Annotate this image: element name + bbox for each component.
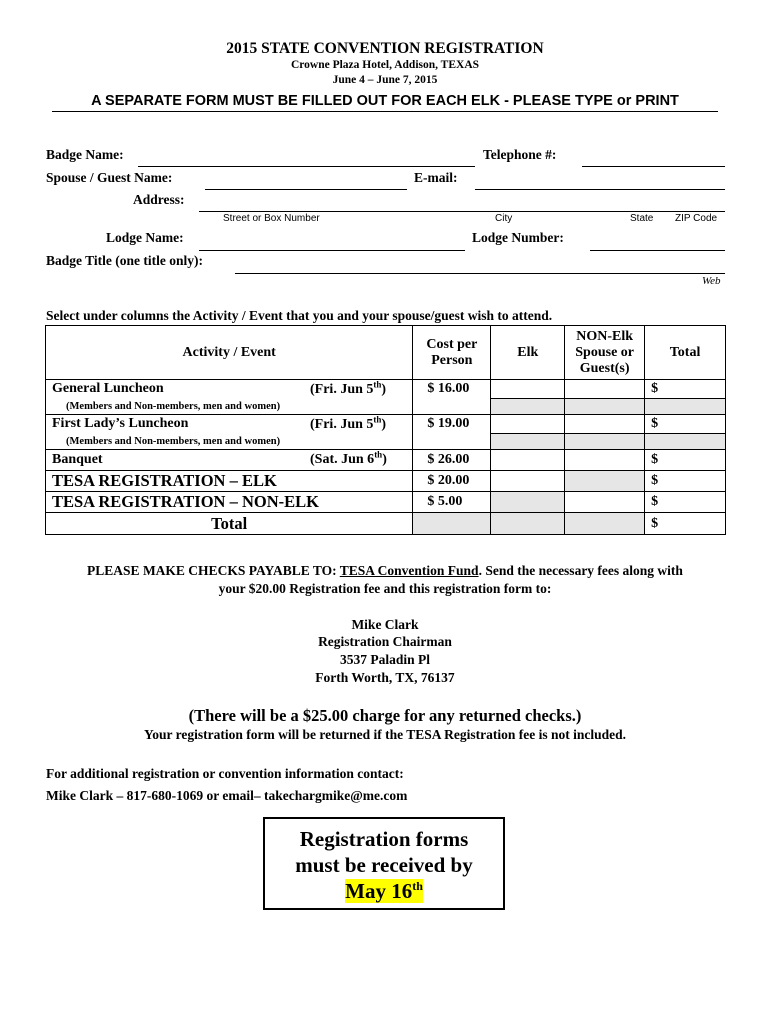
event-note: (Members and Non-members, men and women): [46, 434, 413, 450]
returned-check-notice: (There will be a $25.00 charge for any returned checks.): [188, 706, 582, 725]
table-row: [46, 380, 726, 399]
elk-checkbox[interactable]: [491, 471, 565, 492]
cost-spacer: [413, 399, 491, 415]
event-day: (Fri. Jun 5th): [310, 414, 387, 432]
elk-shaded: [491, 434, 565, 450]
spouse-guest-label: Spouse / Guest Name:: [46, 170, 173, 185]
table-row: [46, 471, 726, 492]
mail-street: 3537 Paladin Pl: [339, 652, 430, 667]
lodge-number-label: Lodge Number:: [472, 230, 564, 245]
elk-shaded: [491, 492, 565, 513]
badge-title-line: [235, 273, 725, 274]
nonelk-shaded: [565, 471, 645, 492]
table-header-row: [46, 326, 726, 380]
event-dates: June 4 – June 7, 2015: [332, 74, 438, 86]
nonelk-shaded: [565, 399, 645, 415]
mail-city: Forth Worth, TX, 76137: [315, 670, 455, 685]
deadline-date: May 16th: [345, 879, 423, 903]
cost-cell: $ 16.00: [413, 380, 491, 399]
elk-checkbox[interactable]: [491, 415, 565, 434]
web-label: Web: [702, 275, 721, 287]
elk-shaded: [491, 399, 565, 415]
cost-cell: $ 20.00: [413, 471, 491, 492]
lodge-number-line: [590, 250, 725, 251]
event-name: General Luncheon: [52, 381, 164, 397]
event-name: Banquet: [52, 452, 103, 467]
spouse-guest-field[interactable]: [207, 171, 405, 187]
lodge-name-line: [199, 250, 465, 251]
lodge-name-field[interactable]: [201, 232, 463, 248]
event-day: (Sat. Jun 6th): [310, 449, 387, 467]
email-label: E-mail:: [414, 170, 458, 185]
cost-cell: $ 5.00: [413, 492, 491, 513]
city-hint: City: [495, 213, 513, 224]
badge-name-label: Badge Name:: [46, 147, 124, 162]
deadline-line-2: must be received by: [295, 853, 473, 877]
separate-form-notice: A SEPARATE FORM MUST BE FILLED OUT FOR EACH ELK - PLEASE TYPE or PRINT: [91, 93, 679, 109]
total-label: Total: [46, 513, 413, 535]
telephone-field[interactable]: [584, 148, 723, 164]
nonelk-shaded: [565, 513, 645, 535]
header-elk: Elk: [491, 326, 565, 380]
total-row: [46, 513, 726, 535]
venue: Crowne Plaza Hotel, Addison, TEXAS: [290, 59, 480, 71]
event-cell: [46, 380, 413, 399]
deadline-box: [263, 817, 505, 910]
payment-line-1: PLEASE MAKE CHECKS PAYABLE TO: TESA Convention Fund. Send the necessary fees along with: [87, 563, 683, 578]
lodge-name-label: Lodge Name:: [106, 230, 184, 245]
grand-total-cell[interactable]: $: [645, 513, 726, 535]
total-cell[interactable]: $: [645, 471, 726, 492]
event-cell: [46, 415, 413, 434]
total-cell[interactable]: $: [645, 492, 726, 513]
badge-name-line: [138, 166, 475, 167]
event-day: (Fri. Jun 5th): [310, 379, 387, 397]
elk-checkbox[interactable]: [491, 450, 565, 471]
badge-title-field[interactable]: [237, 255, 723, 271]
table-row-note: [46, 399, 726, 415]
cost-cell: $ 26.00: [413, 450, 491, 471]
mail-name: Mike Clark: [351, 617, 419, 632]
header-activity: Activity / Event: [46, 326, 413, 380]
activity-table: [45, 325, 726, 535]
table-row-note: [46, 434, 726, 450]
address-field[interactable]: [201, 193, 723, 209]
nonelk-checkbox[interactable]: [565, 492, 645, 513]
header-nonelk: NON-Elk Spouse or Guest(s): [565, 326, 645, 380]
event-name: TESA REGISTRATION – NON-ELK: [46, 492, 413, 513]
returned-form-notice: Your registration form will be returned if the TESA Registration fee is not included.: [144, 727, 626, 742]
email-line: [475, 189, 725, 190]
cost-spacer: [413, 434, 491, 450]
lodge-number-field[interactable]: [592, 232, 723, 248]
header-total: Total: [645, 326, 726, 380]
header-cost: Cost per Person: [413, 326, 491, 380]
elk-shaded: [491, 513, 565, 535]
table-row: [46, 492, 726, 513]
total-shaded: [645, 434, 726, 450]
email-field[interactable]: [477, 171, 723, 187]
fund-name: TESA Convention Fund: [339, 563, 479, 578]
event-name: TESA REGISTRATION – ELK: [46, 471, 413, 492]
notice-underline: [52, 111, 718, 112]
deadline-line-1: Registration forms: [299, 827, 469, 851]
contact-details: Mike Clark – 817-680-1069 or email– takechargmike@me.com: [46, 788, 408, 803]
nonelk-checkbox[interactable]: [565, 415, 645, 434]
spouse-guest-line: [205, 189, 407, 190]
telephone-label: Telephone #:: [483, 147, 557, 162]
street-hint: Street or Box Number: [223, 213, 320, 224]
cost-shaded: [413, 513, 491, 535]
table-row: [46, 450, 726, 471]
elk-checkbox[interactable]: [491, 380, 565, 399]
event-name: First Lady’s Luncheon: [52, 416, 189, 432]
address-label: Address:: [133, 192, 185, 207]
form-title: 2015 STATE CONVENTION REGISTRATION: [226, 40, 544, 57]
zip-hint: ZIP Code: [675, 213, 718, 224]
badge-title-label: Badge Title (one title only):: [46, 253, 203, 268]
total-cell[interactable]: $: [645, 380, 726, 399]
mail-role: Registration Chairman: [318, 634, 452, 649]
event-note: (Members and Non-members, men and women): [46, 399, 413, 415]
address-line: [199, 211, 725, 212]
nonelk-shaded: [565, 434, 645, 450]
contact-intro: For additional registration or convention information contact:: [46, 766, 404, 781]
table-row: [46, 415, 726, 434]
total-cell[interactable]: $: [645, 415, 726, 434]
nonelk-checkbox[interactable]: [565, 450, 645, 471]
nonelk-checkbox[interactable]: [565, 380, 645, 399]
state-hint: State: [630, 213, 654, 224]
badge-name-field[interactable]: [140, 148, 473, 164]
telephone-line: [582, 166, 725, 167]
cost-cell: $ 19.00: [413, 415, 491, 434]
payment-line-2: your $20.00 Registration fee and this registration form to:: [218, 581, 552, 596]
total-cell[interactable]: $: [645, 450, 726, 471]
event-cell: [46, 450, 413, 471]
activity-instructions: Select under columns the Activity / Event that you and your spouse/guest wish to attend.: [46, 308, 553, 323]
total-shaded: [645, 399, 726, 415]
